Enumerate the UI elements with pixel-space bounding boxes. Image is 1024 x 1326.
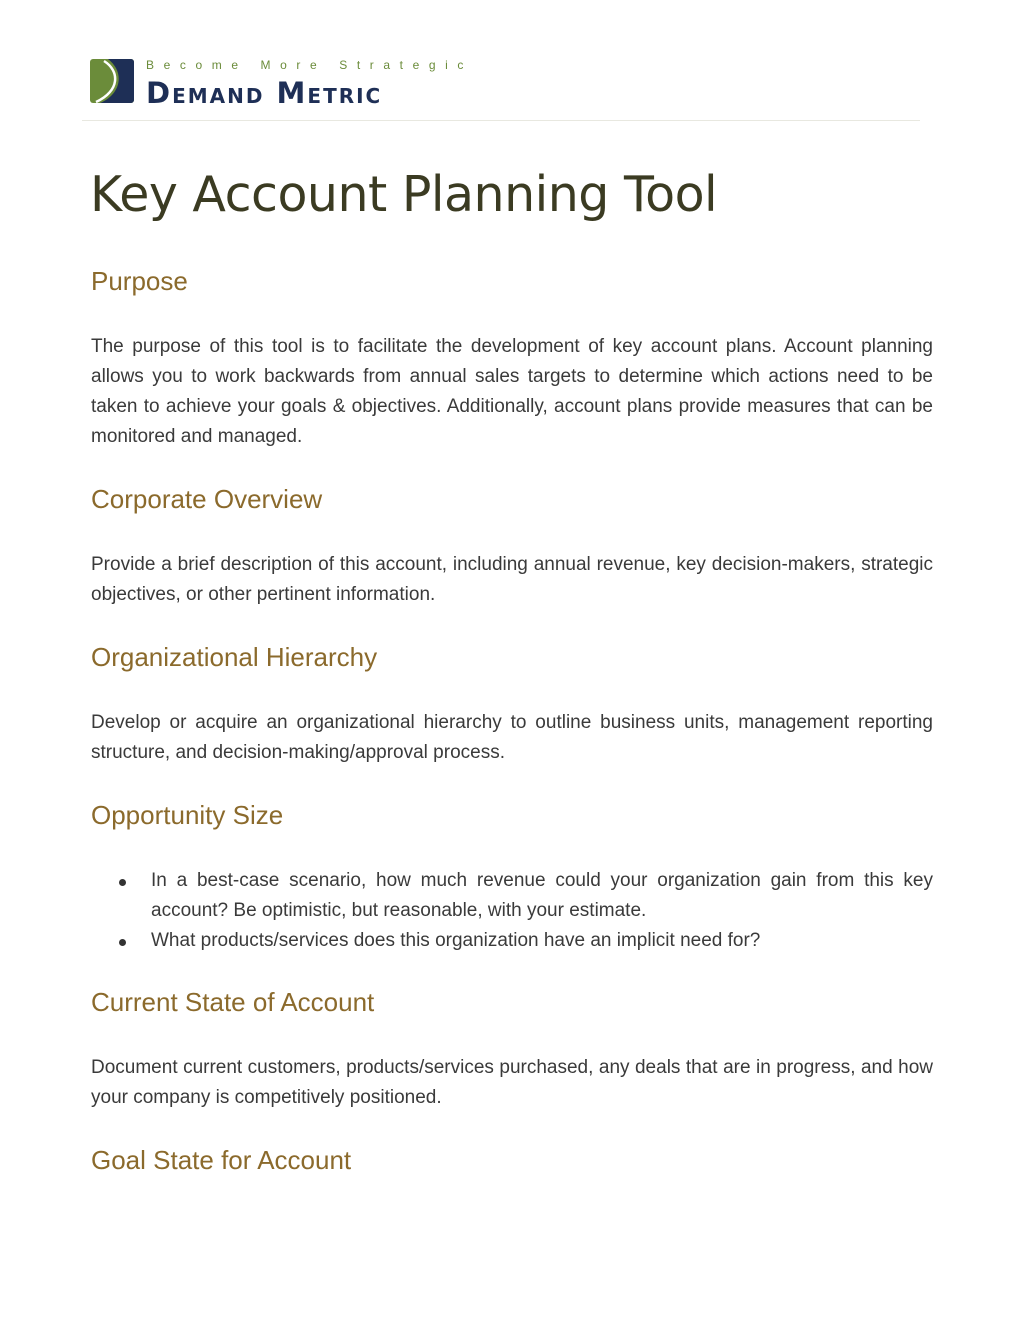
section-heading-current-state: Current State of Account bbox=[91, 987, 375, 1017]
section-heading-opportunity-size: Opportunity Size bbox=[91, 800, 284, 830]
section-body-current-state: Document current customers, products/services purchased, any deals that are in progress, and how your company is competitively positioned. bbox=[91, 1057, 933, 1108]
bullet-icon bbox=[119, 939, 126, 946]
section-body-organizational-hierarchy: Develop or acquire an organizational hierarchy to outline business units, management reporting structure, and decision-making/approval process. bbox=[91, 712, 933, 763]
header-divider bbox=[82, 120, 920, 121]
section-body-corporate-overview: Provide a brief description of this account, including annual revenue, key decision-makers, strategic objectives, or other pertinent information. bbox=[91, 554, 933, 605]
list-item-text: What products/services does this organization have an implicit need for? bbox=[151, 930, 761, 951]
list-item bbox=[91, 926, 933, 956]
section-heading-corporate-overview: Corporate Overview bbox=[91, 484, 323, 514]
section-body-purpose: The purpose of this tool is to facilitate the development of key account plans. Account planning allows you to work backwards from annual sales targets to determine which actions need to be taken to achieve your goals & objectives. Additionally, account plans provide measures that can be monitored and managed. bbox=[91, 336, 933, 447]
document-title: Key Account Planning Tool bbox=[90, 166, 718, 223]
tagline: Become More Strategic bbox=[146, 58, 473, 72]
section-heading-goal-state: Goal State for Account bbox=[91, 1145, 352, 1175]
opportunity-size-bullets bbox=[91, 866, 933, 956]
list-item bbox=[91, 866, 933, 926]
header bbox=[90, 56, 490, 110]
section-heading-organizational-hierarchy: Organizational Hierarchy bbox=[91, 642, 378, 672]
section-heading-purpose: Purpose bbox=[91, 266, 188, 296]
list-item-text: In a best-case scenario, how much revenue could your organization gain from this key account? Be optimistic, but reasonable, with your estimate. bbox=[151, 870, 933, 921]
demand-metric-logo-icon bbox=[90, 59, 134, 103]
brand-name: Demand Metric bbox=[146, 76, 383, 110]
bullet-icon bbox=[119, 879, 126, 886]
